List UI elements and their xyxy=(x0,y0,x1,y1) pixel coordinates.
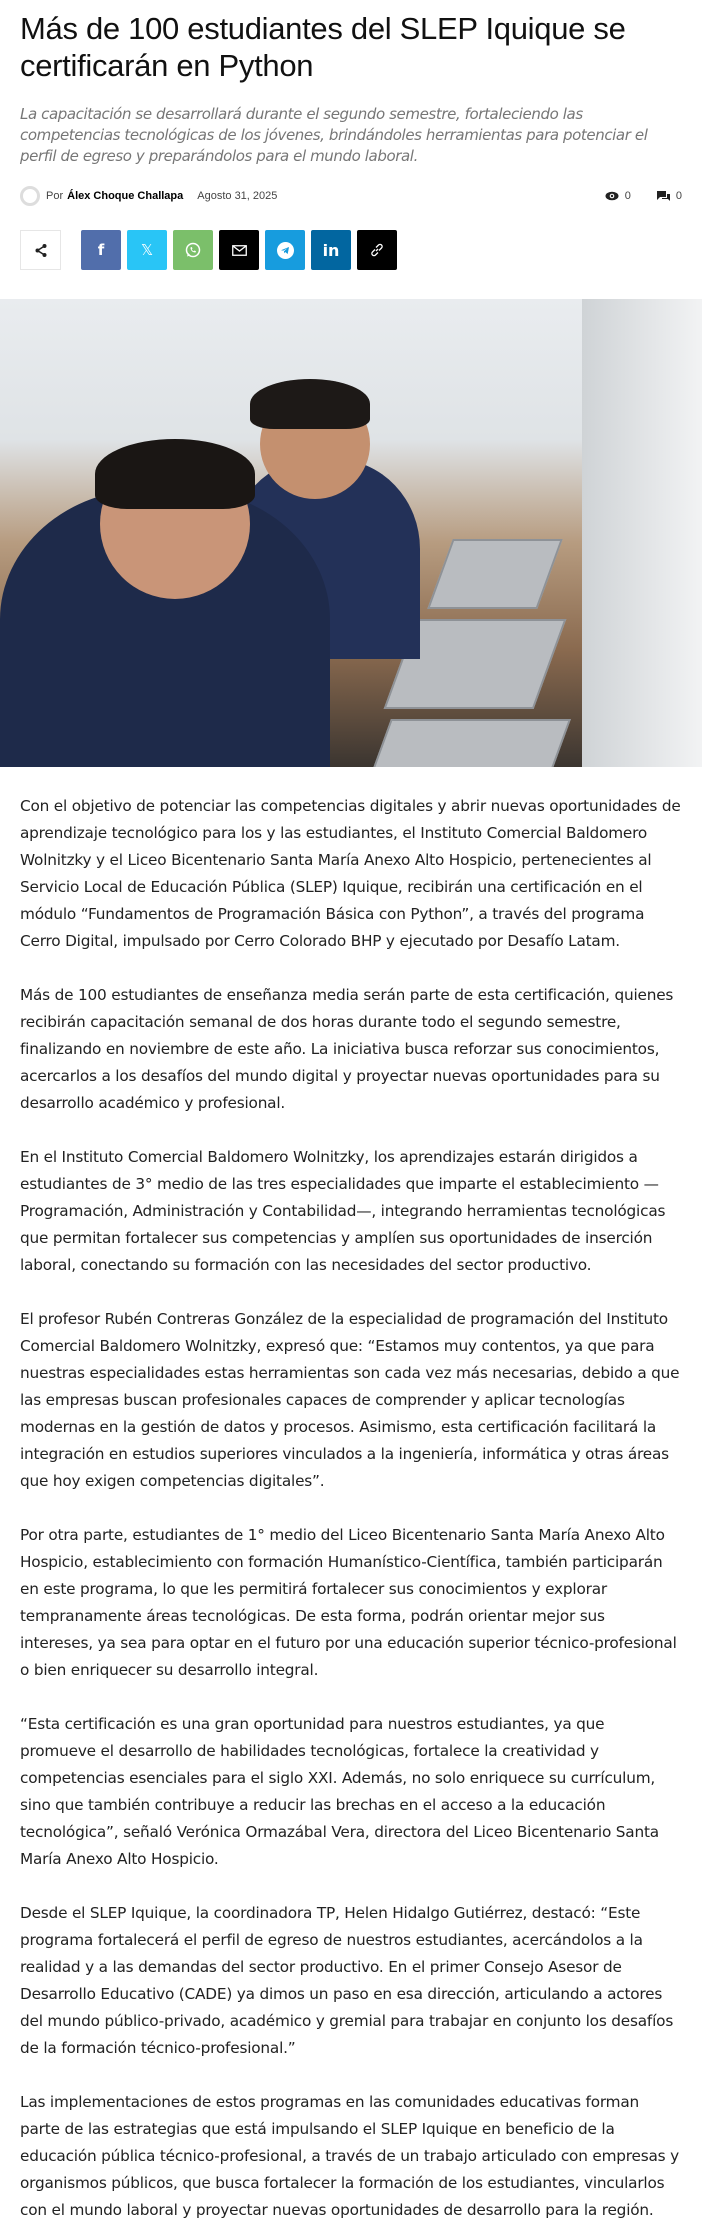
paragraph: Por otra parte, estudiantes de 1° medio del Liceo Bicentenario Santa María Anexo Alto Hospicio, establecimiento con formación Humanístico-Científica, también participarán en este programa, lo que les permitirá fortalecer sus conocimientos y explorar tempranamente áreas tecnológicas. De esta forma, podrán orientar mejor sus intereses, ya sea para optar en el futuro por una educación superior técnico-profesional o bien enriquecer su desarrollo integral. xyxy=(20,1526,677,1679)
article-meta xyxy=(20,184,682,208)
article-body xyxy=(0,793,702,2224)
article-title: Más de 100 estudiantes del SLEP Iquique se certificarán en Python xyxy=(20,11,626,83)
share-bar xyxy=(20,230,682,270)
paragraph: Más de 100 estudiantes de enseñanza media serán parte de esta certificación, quienes recibirán capacitación semanal de dos horas durante todo el segundo semestre, finalizando en noviembre de este año. La iniciativa busca reforzar sus conocimientos, acercarlos a los desafíos del mundo digital y proyectar nuevas oportunidades para su desarrollo académico y profesional. xyxy=(20,986,674,1112)
article-subtitle: La capacitación se desarrollará durante el segundo semestre, fortaleciendo las competencias tecnológicas de los jóvenes, brindándoles herramientas para potenciar el perfil de egreso y preparándolos para el mundo laboral. xyxy=(20,105,648,165)
paragraph: Con el objetivo de potenciar las competencias digitales y abrir nuevas oportunidades de aprendizaje tecnológico para los y las estudiantes, el Instituto Comercial Baldomero Wolnitzky y el Liceo Bicentenario Santa María Anexo Alto Hospicio, pertenecientes al Servicio Local de Educación Pública (SLEP) Iquique, recibirán una certificación en el módulo “Fundamentos de Programación Básica con Python”, a través del programa Cerro Digital, impulsado por Cerro Colorado BHP y ejecutado por Desafío Latam. xyxy=(20,797,681,950)
paragraph: En el Instituto Comercial Baldomero Wolnitzky, los aprendizajes estarán dirigidos a estudiantes de 3° medio de las tres especialidades que imparte el establecimiento —Programación, Administración y Contabilidad—, integrando herramientas tecnológicas que permitan fortalecer sus competencias y amplíen sus oportunidades de inserción laboral, conectando su formación con las necesidades del sector productivo. xyxy=(20,1148,666,1274)
author-avatar xyxy=(20,186,40,206)
author-link[interactable]: Álex Choque Challapa xyxy=(67,190,184,202)
eye-icon xyxy=(605,191,619,201)
telegram-icon xyxy=(277,242,294,259)
by-label: Por xyxy=(46,190,64,202)
publish-date: Agosto 31, 2025 xyxy=(197,190,278,202)
paragraph: “Esta certificación es una gran oportunidad para nuestros estudiantes, ya que promueve el desarrollo de habilidades tecnológicas, fortalece la creatividad y competencias esenciales para el siglo XXI. Además, no solo enriquece su currículum, sino que también contribuye a reducir las brechas en el acceso a la educación tecnológica”, señaló Verónica Ormazábal Vera, directora del Liceo Bicentenario Santa María Anexo Alto Hospicio. xyxy=(20,1715,659,1868)
facebook-share-button[interactable] xyxy=(81,230,121,270)
comment-icon xyxy=(657,191,670,202)
telegram-share-button[interactable] xyxy=(265,230,305,270)
paragraph: El profesor Rubén Contreras González de la especialidad de programación del Instituto Comercial Baldomero Wolnitzky, expresó que: “Estamos muy contentos, ya que para nuestras especialidades estas herramientas son cada vez más necesarias, debido a que las empresas buscan profesionales capaces de comprender y aplicar tecnologías modernas en la gestión de datos y procesos. Asimismo, esta certificación facilitará la integración en estudios superiores vinculados a la ingeniería, informática y otras áreas que hoy exigen competencias digitales”. xyxy=(20,1310,680,1490)
email-share-button[interactable] xyxy=(219,230,259,270)
paragraph: Las implementaciones de estos programas en las comunidades educativas forman parte de las estrategias que está impulsando el SLEP Iquique en beneficio de la educación pública técnico-profesional, a través de un trabajo articulado con empresas y organismos públicos, que busca fortalecer la formación de los estudiantes, vincularlos con el mundo laboral y proyectar nuevas oportunidades de desarrollo para la región. xyxy=(20,2093,679,2219)
linkedin-icon: in xyxy=(322,240,340,260)
facebook-icon: f xyxy=(97,241,105,259)
x-share-button[interactable] xyxy=(127,230,167,270)
x-icon: 𝕏 xyxy=(140,241,154,259)
whatsapp-icon xyxy=(185,242,201,258)
comments-count[interactable]: 0 xyxy=(657,190,682,202)
paragraph: Desde el SLEP Iquique, la coordinadora TP, Helen Hidalgo Gutiérrez, destacó: “Este programa fortalecerá el perfil de egreso de nuestros estudiantes, acercándolos a la realidad y a las demandas del sector productivo. En el primer Consejo Asesor de Desarrollo Educativo (CADE) ya dimos un paso en esa dirección, articulando a actores del mundo público-privado, académico y gremial para trabajar en conjunto los desafíos de la formación técnico-profesional.” xyxy=(20,1904,674,2057)
article-featured-image xyxy=(0,299,702,767)
whatsapp-share-button[interactable] xyxy=(173,230,213,270)
copy-link-button[interactable] xyxy=(357,230,397,270)
views-count: 0 xyxy=(605,190,631,202)
linkedin-share-button[interactable] xyxy=(311,230,351,270)
email-icon xyxy=(232,245,247,256)
share-icon[interactable] xyxy=(20,230,61,270)
link-icon xyxy=(370,243,384,257)
